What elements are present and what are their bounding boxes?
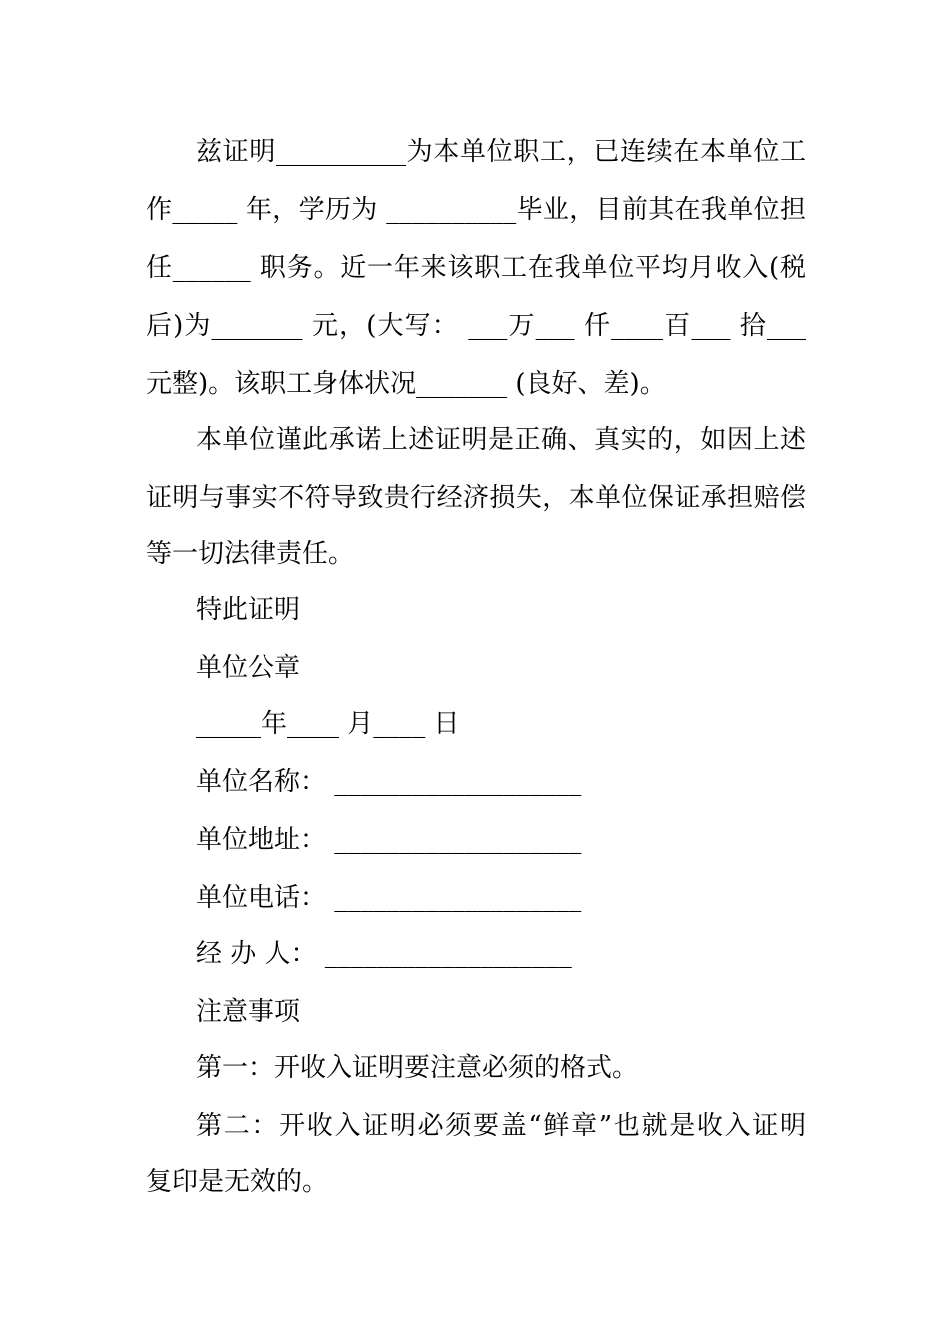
note-item-2-line-2: 复印是无效的。 — [146, 1167, 329, 1197]
commitment-line-3: 等一切法律责任。 — [146, 539, 355, 569]
field-unit-name: 单位名称： ___________________ — [196, 767, 582, 797]
note-item-2-line-1: 第二：开收入证明必须要盖“鲜章”也就是收入证明 — [196, 1111, 806, 1141]
income-certificate-line-3: 任______ 职务。近一年来该职工在我单位平均月收入(税 — [146, 253, 806, 283]
income-certificate-line-5: 元整)。该职工身体状况_______ (良好、差)。 — [146, 369, 666, 399]
field-handler: 经 办 人： ___________________ — [196, 939, 572, 969]
date-line: _____年____ 月____ 日 — [196, 709, 460, 739]
seal-label: 单位公章 — [196, 653, 301, 683]
income-certificate-line-2: 作_____ 年，学历为 __________毕业，目前其在我单位担 — [146, 195, 806, 225]
commitment-line-1: 本单位谨此承诺上述证明是正确、真实的，如因上述 — [196, 425, 806, 455]
commitment-line-2: 证明与事实不符导致贵行经济损失，本单位保证承担赔偿 — [146, 483, 806, 513]
field-unit-address: 单位地址： ___________________ — [196, 825, 582, 855]
closing-text: 特此证明 — [196, 595, 301, 625]
note-item-1: 第一：开收入证明要注意必须的格式。 — [196, 1053, 639, 1083]
income-certificate-line-4: 后)为_______ 元，(大写： ___万___ 仟____百___ 拾___ — [146, 311, 806, 341]
field-unit-phone: 单位电话： ___________________ — [196, 883, 582, 913]
notes-heading: 注意事项 — [196, 997, 301, 1027]
income-certificate-line-1: 兹证明__________为本单位职工，已连续在本单位工 — [196, 137, 806, 167]
